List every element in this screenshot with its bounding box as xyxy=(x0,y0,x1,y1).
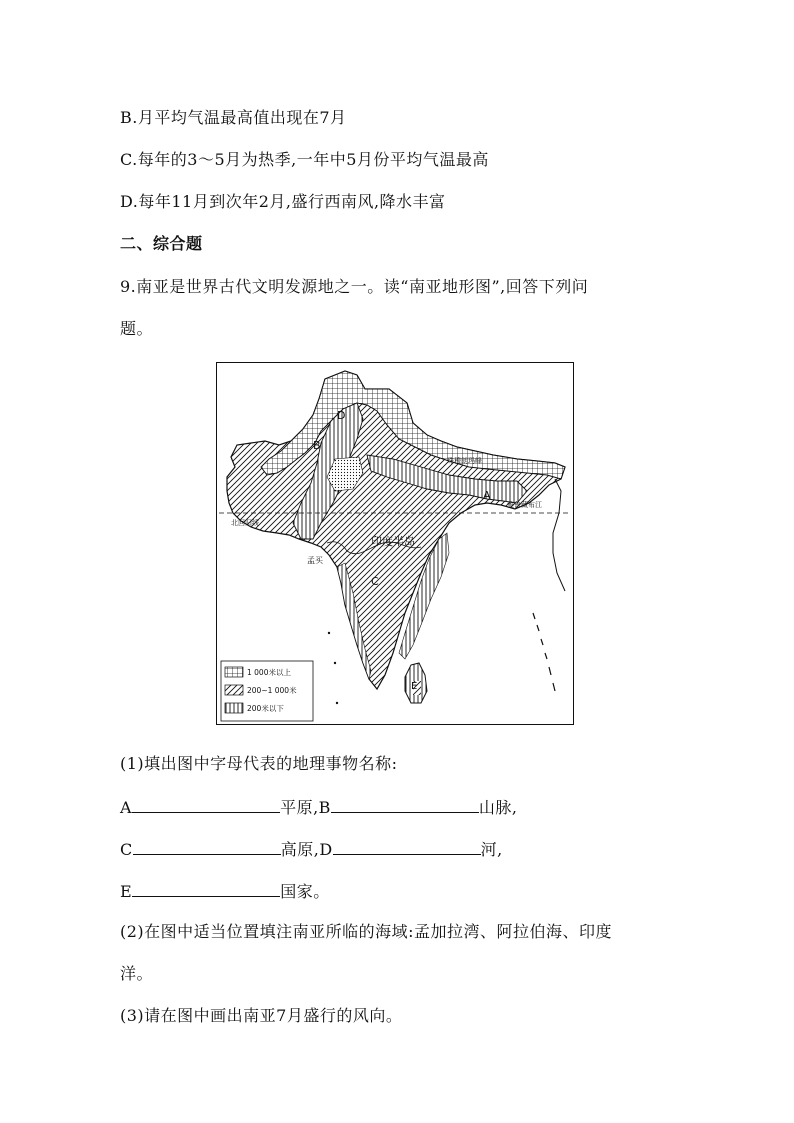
letter-b: B xyxy=(313,439,321,452)
sub2-line-2: 洋。 xyxy=(120,964,154,983)
sub3-line-1: (3)请在图中画出南亚7月盛行的风向。 xyxy=(120,1006,403,1025)
legend-label-lowland: 200米以下 xyxy=(247,704,284,713)
sub1-intro: (1)填出图中字母代表的地理事物名称: xyxy=(120,754,398,773)
blank-b[interactable] xyxy=(331,796,479,813)
label-a: A xyxy=(120,798,133,817)
letter-e: E xyxy=(411,681,418,692)
south-asia-terrain-map xyxy=(216,362,574,725)
label-d: D xyxy=(319,840,333,859)
section-heading: 二、综合题 xyxy=(120,234,203,253)
blank-e[interactable] xyxy=(132,880,280,897)
blank-d[interactable] xyxy=(333,838,481,855)
peninsula-label: 印度半岛 xyxy=(371,535,415,548)
label-e: E xyxy=(120,882,133,901)
island-chain xyxy=(533,613,555,691)
sub1-line-e xyxy=(120,880,330,902)
brahmaputra-label: 雅鲁藏布江 xyxy=(507,501,542,509)
suffix-c: 高原, xyxy=(280,840,320,859)
map-legend xyxy=(221,661,313,721)
suffix-a: 平原, xyxy=(280,798,319,817)
question-line-1: 9.南亚是世界古代文明发源地之一。读“南亚地形图”,回答下列问 xyxy=(120,277,589,296)
suffix-d: 河, xyxy=(480,840,503,859)
label-c: C xyxy=(120,840,133,859)
everest-label: 珠穆朗玛峰 xyxy=(447,457,482,465)
blank-c[interactable] xyxy=(133,838,281,855)
option-c: C.每年的3～5月为热季,一年中5月份平均气温最高 xyxy=(120,150,489,169)
tropic-label: 北回归线 xyxy=(231,519,259,527)
letter-c: C xyxy=(371,575,379,588)
legend-label-highland: 1 000米以上 xyxy=(247,668,291,677)
legend-swatch-lowland xyxy=(225,703,243,713)
question-line-2: 题。 xyxy=(120,319,154,338)
sub1-line-ab xyxy=(120,796,518,818)
label-b: B xyxy=(318,798,331,817)
sub2-line-1: (2)在图中适当位置填注南亚所临的海域:孟加拉湾、阿拉伯海、印度 xyxy=(120,922,613,941)
letter-d: D xyxy=(337,409,346,422)
letter-a: A xyxy=(483,489,491,502)
sub1-line-cd xyxy=(120,838,503,860)
legend-swatch-plateau xyxy=(225,685,243,695)
myanmar-coast xyxy=(553,479,565,591)
mumbai-label: 孟买 xyxy=(307,556,323,565)
blank-a[interactable] xyxy=(132,796,280,813)
suffix-b: 山脉, xyxy=(478,798,518,817)
legend-label-plateau: 200~1 000米 xyxy=(247,686,297,695)
suffix-e: 国家。 xyxy=(280,882,330,901)
option-b: B.月平均气温最高值出现在7月 xyxy=(120,108,347,127)
legend-swatch-highland xyxy=(225,667,243,677)
option-d: D.每年11月到次年2月,盛行西南风,降水丰富 xyxy=(120,192,446,211)
